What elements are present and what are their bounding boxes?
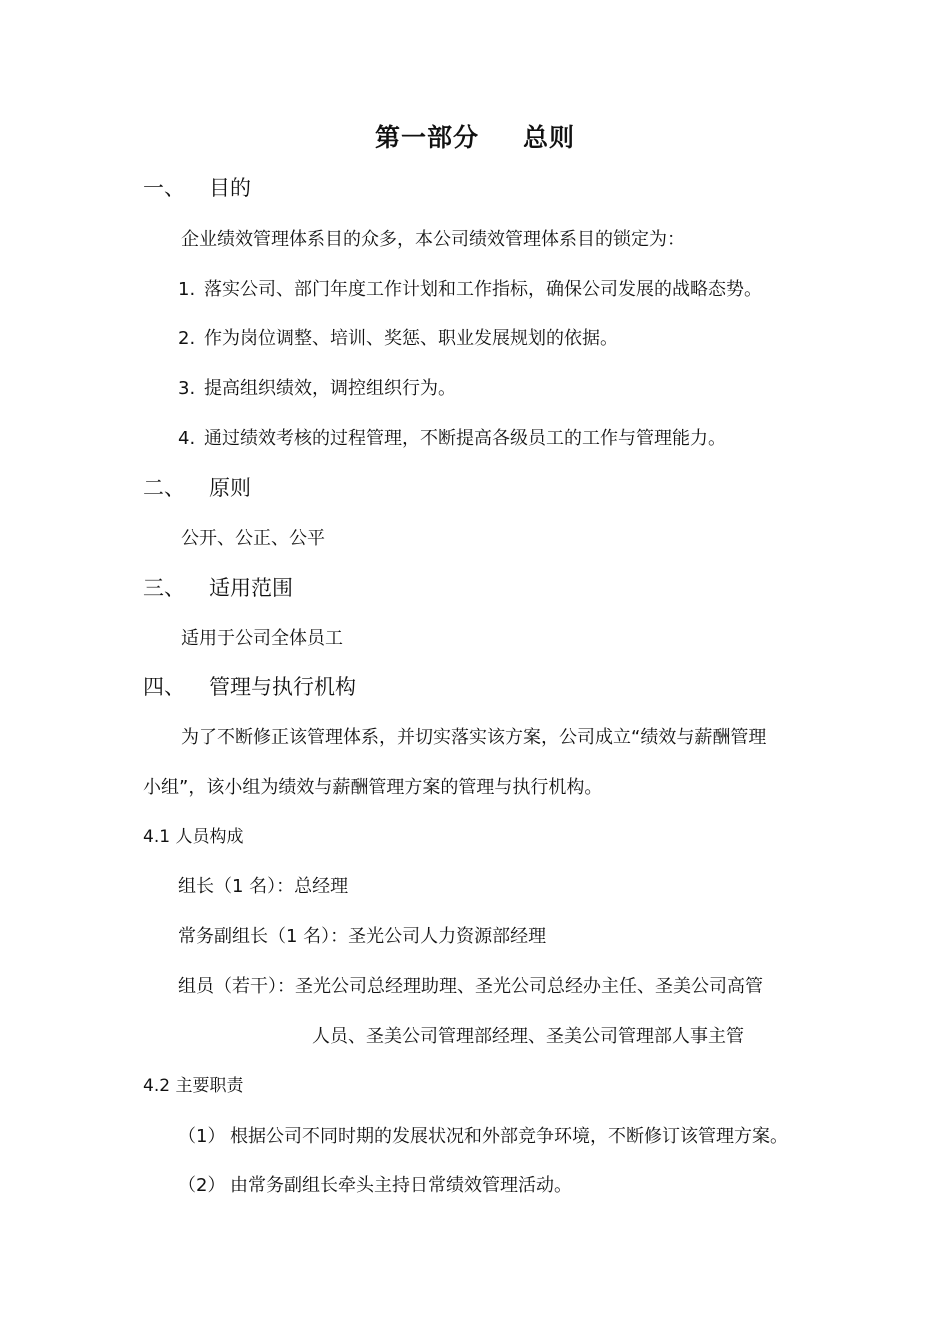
section-number: 一、	[143, 176, 185, 200]
duty-text: 根据公司不同时期的发展状况和外部竞争环境，不断修订该管理方案。	[230, 1126, 788, 1147]
list-item-text: 通过绩效考核的过程管理，不断提高各级员工的工作与管理能力。	[204, 428, 726, 449]
section-number: 四、	[143, 675, 185, 699]
title-part: 第一部分	[374, 123, 479, 152]
subsection-heading-members: 4.1 人员构成	[143, 827, 244, 847]
principles-text: 公开、公正、公平	[181, 528, 325, 549]
duty-number: （1）	[178, 1126, 226, 1147]
purpose-intro: 企业绩效管理体系目的众多，本公司绩效管理体系目的锁定为：	[181, 229, 685, 250]
section-title: 目的	[209, 176, 251, 200]
scope-text: 适用于公司全体员工	[181, 628, 343, 649]
list-item-number: 1.	[178, 279, 196, 300]
list-item-text: 作为岗位调整、培训、奖惩、职业发展规划的依据。	[204, 328, 618, 349]
member-vice-leader: 常务副组长（1 名）：圣光公司人力资源部经理	[178, 926, 547, 947]
section-number: 三、	[143, 576, 185, 600]
list-item	[178, 378, 456, 400]
member-group-line-2: 人员、圣美公司管理部经理、圣美公司管理部人事主管	[312, 1026, 744, 1047]
list-item	[178, 328, 618, 350]
section-title: 适用范围	[209, 576, 293, 600]
section-number: 二、	[143, 476, 185, 500]
member-group-line-1: 组员（若干）：圣光公司总经理助理、圣光公司总经办主任、圣美公司高管	[178, 976, 763, 997]
duty-item	[178, 1175, 572, 1197]
organization-paragraph-line-1: 为了不断修正该管理体系，并切实落实该方案，公司成立“绩效与薪酬管理	[181, 727, 767, 748]
list-item-number: 4.	[178, 428, 196, 449]
duty-item	[178, 1126, 788, 1148]
list-item-number: 2.	[178, 328, 196, 349]
list-item-text: 落实公司、部门年度工作计划和工作指标，确保公司发展的战略态势。	[204, 279, 762, 300]
section-heading-principles	[143, 476, 251, 501]
member-leader: 组长（1 名）：总经理	[178, 876, 349, 897]
list-item-text: 提高组织绩效，调控组织行为。	[204, 378, 456, 399]
duty-number: （2）	[178, 1175, 226, 1196]
section-title: 管理与执行机构	[209, 675, 356, 699]
list-item	[178, 428, 726, 450]
list-item-number: 3.	[178, 378, 196, 399]
organization-paragraph-line-2: 小组”，该小组为绩效与薪酬管理方案的管理与执行机构。	[143, 777, 603, 798]
duty-text: 由常务副组长牵头主持日常绩效管理活动。	[230, 1175, 572, 1196]
subsection-heading-duties: 4.2 主要职责	[143, 1076, 244, 1096]
list-item	[178, 279, 762, 301]
section-heading-purpose	[143, 176, 251, 201]
section-heading-organization	[143, 675, 356, 700]
section-heading-scope	[143, 576, 293, 601]
page-title	[0, 123, 950, 153]
section-title: 原则	[209, 476, 251, 500]
title-main: 总则	[523, 123, 576, 152]
